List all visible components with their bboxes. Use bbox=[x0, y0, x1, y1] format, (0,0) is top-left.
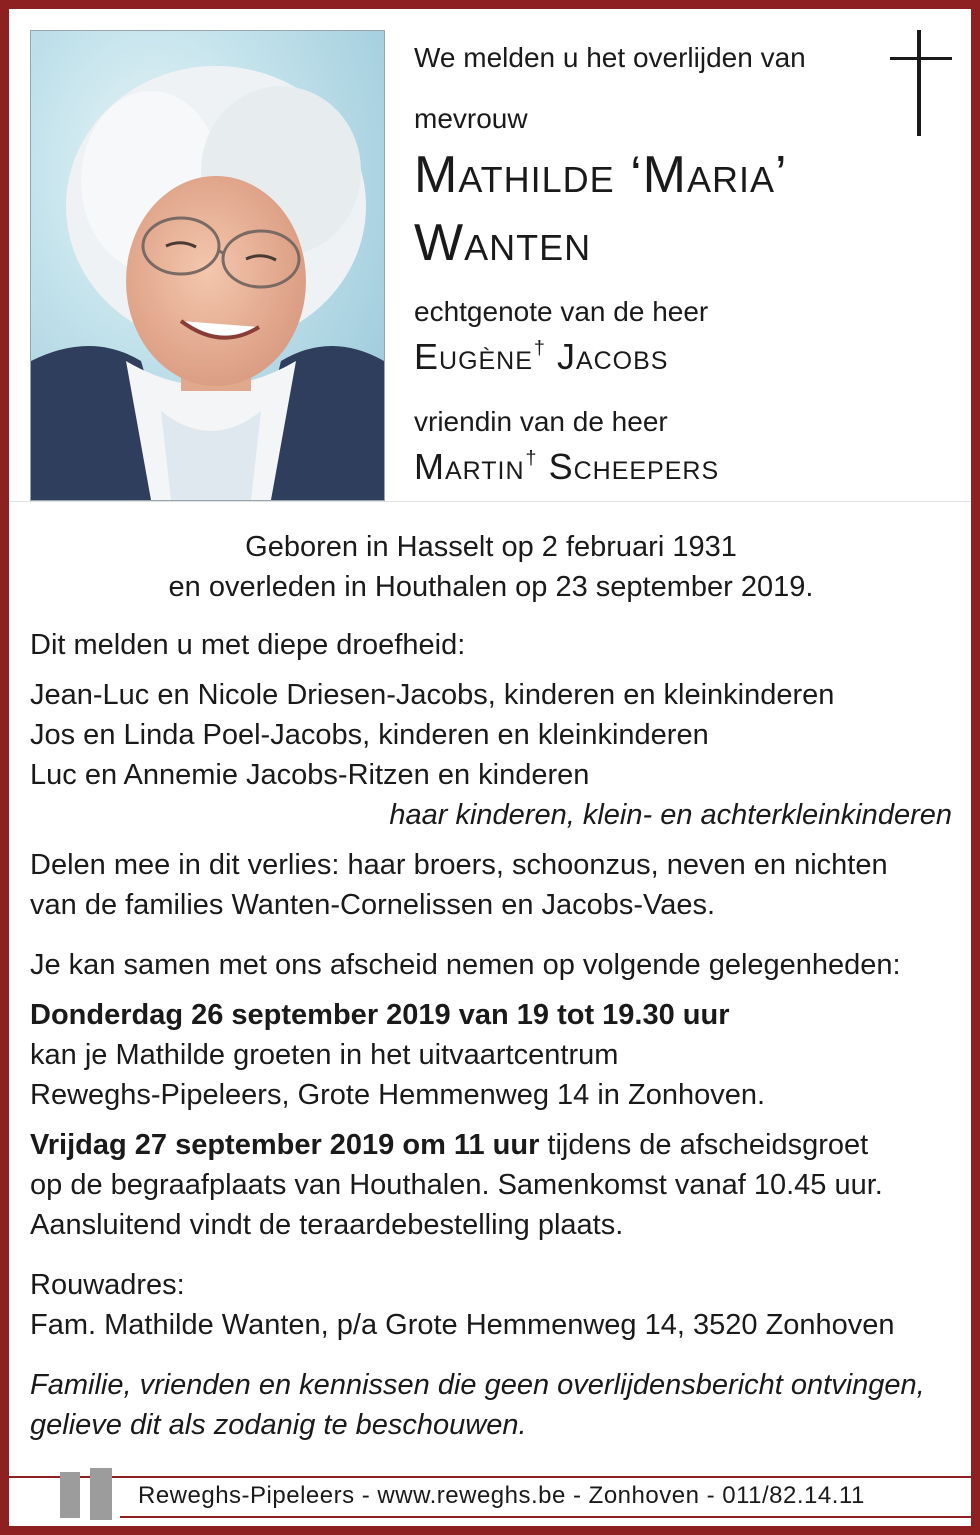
title-word: mevrouw bbox=[414, 103, 528, 134]
farewell-event-1: Donderdag 26 september 2019 van 19 tot 19.30 uur kan je Mathilde groeten in het uitvaartcentrum Reweghs-Pipeleers, Grote Hemmenweg 14 in Zonhoven. bbox=[30, 999, 766, 1111]
portrait-illustration bbox=[31, 31, 384, 500]
friend-last-name: Scheepers bbox=[548, 446, 720, 487]
intro-text: We melden u het overlijden van bbox=[414, 42, 806, 73]
address-label: Rouwadres: bbox=[30, 1269, 185, 1301]
mourners-intro: Dit melden u met diepe droefheid: bbox=[30, 629, 466, 661]
dagger-icon: † bbox=[533, 337, 546, 360]
birth-line: Geboren in Hasselt op 2 februari 1931 bbox=[245, 531, 737, 563]
farewell-event-2: Vrijdag 27 september 2019 om 11 uur tijdens de afscheidsgroet op de begraafplaats van Houthalen. Samenkomst vanaf 10.45 uur. Aansluitend vindt de teraardebestelling plaats. bbox=[30, 1129, 883, 1241]
footer-rule-bottom bbox=[120, 1516, 971, 1518]
family-list bbox=[30, 675, 952, 835]
event1-date: Donderdag 26 september 2019 van 19 tot 19.30 uur bbox=[30, 999, 730, 1031]
friend-name bbox=[414, 446, 719, 488]
footer-rule-top bbox=[9, 1476, 971, 1478]
spouse-intro: echtgenote van de heer bbox=[414, 296, 709, 327]
share-grief: Delen mee in dit verlies: haar broers, schoonzus, neven en nichten van de families Wanten-Cornelissen en Jacobs-Vaes. bbox=[30, 849, 888, 921]
portrait-photo bbox=[30, 30, 385, 501]
family-summary: haar kinderen, klein- en achterkleinkinderen bbox=[389, 799, 952, 831]
birth-death-info bbox=[30, 527, 952, 607]
funeral-home-logo bbox=[60, 1468, 112, 1520]
death-line: en overleden in Houthalen op 23 september 2019. bbox=[168, 571, 814, 603]
footer-contact: Reweghs-Pipeleers - www.reweghs.be - Zonhoven - 011/82.14.11 bbox=[138, 1482, 865, 1509]
farewell-intro: Je kan samen met ons afscheid nemen op volgende gelegenheden: bbox=[30, 949, 901, 981]
list-item: Luc en Annemie Jacobs-Ritzen en kinderen bbox=[30, 759, 590, 791]
deceased-name-line1: Mathilde ‘Maria’ bbox=[414, 146, 788, 204]
spouse-first-name: Eugène bbox=[414, 336, 533, 377]
closing-note: Familie, vrienden en kennissen die geen overlijdensbericht ontvingen, gelieve dit als zodanig te beschouwen. bbox=[30, 1369, 925, 1441]
dagger-icon: † bbox=[525, 447, 538, 470]
event2-date: Vrijdag 27 september 2019 om 11 uur bbox=[30, 1129, 540, 1161]
friend-intro: vriendin van de heer bbox=[414, 406, 668, 437]
spouse-name bbox=[414, 336, 668, 378]
cross-icon bbox=[890, 30, 952, 136]
friend-first-name: Martin bbox=[414, 446, 525, 487]
spouse-last-name: Jacobs bbox=[556, 336, 669, 377]
deceased-name-line2: Wanten bbox=[414, 214, 592, 272]
list-item: Jos en Linda Poel-Jacobs, kinderen en kleinkinderen bbox=[30, 719, 709, 751]
mourning-address bbox=[30, 1265, 952, 1345]
list-item: Jean-Luc en Nicole Driesen-Jacobs, kinderen en kleinkinderen bbox=[30, 679, 835, 711]
address-value: Fam. Mathilde Wanten, p/a Grote Hemmenweg 14, 3520 Zonhoven bbox=[30, 1309, 895, 1341]
divider bbox=[9, 501, 971, 502]
